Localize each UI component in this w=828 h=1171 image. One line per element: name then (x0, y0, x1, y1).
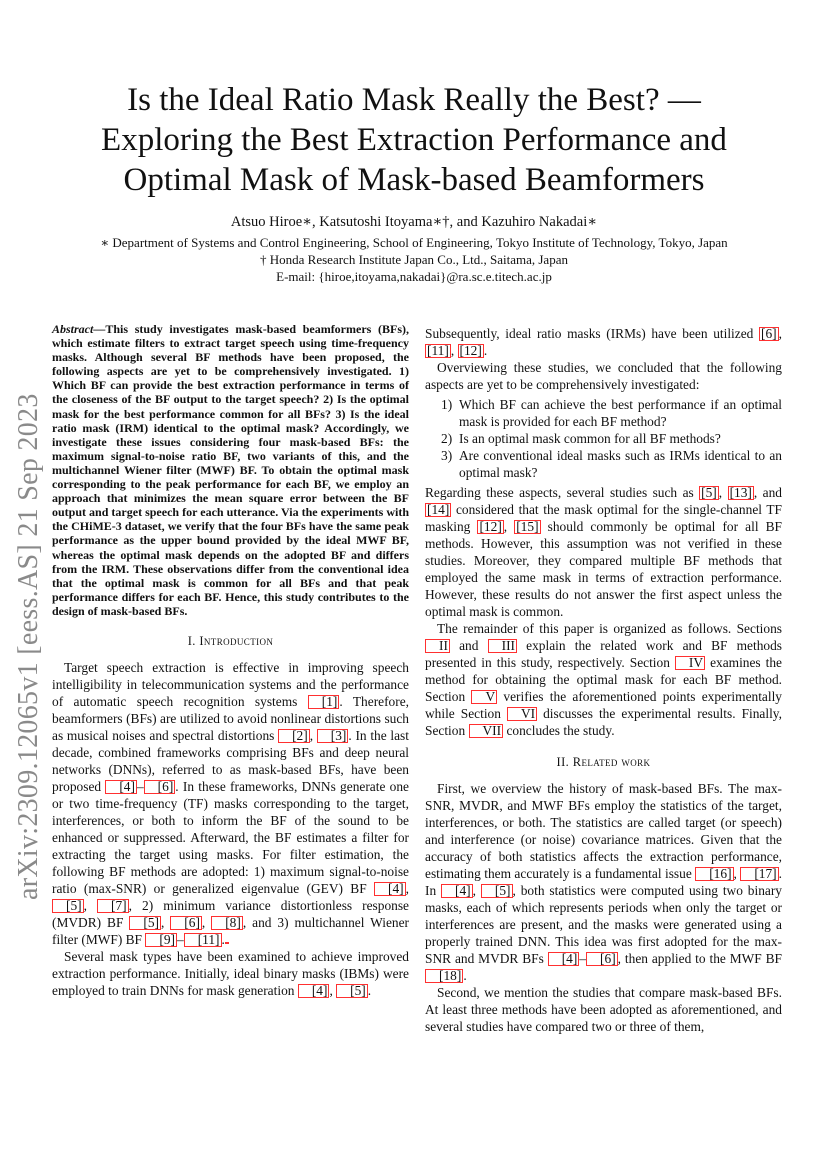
citation-link[interactable]: [9] (145, 933, 177, 947)
section-heading-related-work (425, 754, 782, 771)
citation-link[interactable]: [4] (441, 884, 473, 898)
text-run: , (450, 343, 458, 358)
intro-paragraph-4 (425, 484, 782, 620)
citation-link[interactable]: [3] (317, 729, 349, 743)
citation-link[interactable]: [7] (97, 899, 129, 913)
citation-link[interactable]: [18] (425, 969, 463, 983)
text-run: , and 3) multichannel Wiener filter (MWF) BF (52, 914, 409, 947)
list-item (425, 396, 782, 430)
section-link[interactable]: II (425, 639, 450, 653)
text-run: verifies the aforementioned points experimentally while Section (425, 689, 783, 721)
text-run: , (201, 914, 212, 930)
text-run: , and (753, 485, 782, 500)
citation-link[interactable]: [5] (701, 485, 717, 500)
citation-link[interactable]: [8] (211, 916, 243, 930)
list-number: 2) (441, 431, 453, 446)
section-title: Related work (572, 755, 651, 769)
citation-link[interactable]: [6] (586, 952, 618, 966)
text-run: . (367, 982, 372, 998)
section-heading-introduction (52, 633, 409, 650)
abstract (52, 322, 409, 618)
text-run: Regarding these aspects, several studies such as (425, 485, 700, 500)
list-number: 1) (441, 397, 453, 412)
right-column (425, 325, 782, 1035)
citation-link[interactable]: [11] (427, 343, 449, 358)
text-run: . (221, 931, 225, 947)
section-link[interactable]: IV (675, 656, 705, 670)
text-run: – (136, 778, 144, 794)
citation-link[interactable]: [4] (298, 984, 330, 998)
contact-email: E-mail: {hiroe,itoyama,nakadai}@ra.sc.e.titech.ac.jp (276, 269, 552, 284)
text-run: – (176, 931, 184, 947)
citation-link[interactable]: [5] (129, 916, 161, 930)
citation-link[interactable]: [5] (52, 899, 84, 913)
question-list (425, 396, 782, 481)
text-run: , (83, 897, 98, 913)
section-number: I. (187, 633, 196, 648)
text-run: considered that the mask optimal for the single-channel TF masking (425, 502, 782, 534)
author-list: Atsuo Hiroe∗, Katsutoshi Itoyama∗†, and Kazuhiro Nakadai∗ (230, 214, 598, 230)
text-run: discusses the experimental results. Finally, Section (425, 706, 782, 738)
citation-link[interactable]: [5] (336, 984, 368, 998)
intro-paragraph-2 (52, 948, 409, 999)
citation-link[interactable]: [12] (479, 519, 502, 534)
citation-link[interactable]: [4] (374, 882, 406, 896)
citation-link[interactable]: [17] (740, 867, 778, 881)
text-run: . In these frameworks, DNNs generate one or two time-frequency (TF) masks corresponding to the target, interferences, or both to inform the BF of the sound to be enhanced or suppressed. Afterward, the BF estimates a filter for extracting the target using masks. For filter estimation, the following BF methods are adopted: 1) maximum signal-to-noise ratio (max-SNR) or generalized eigenvalue (GEV) BF (52, 778, 409, 896)
text-run: , (161, 914, 171, 930)
text-run: , (405, 880, 409, 896)
citation-link[interactable]: [6] (170, 916, 202, 930)
list-text: Is an optimal mask common for all BF methods? (459, 431, 721, 446)
text-run: , (503, 519, 515, 534)
text-run: explain the related work and BF methods presented in this study, respectively. Section (425, 638, 783, 670)
text-run: Target speech extraction is effective in improving speech intelligibility in telecommunication systems and the performance of automatic speech recognition systems (52, 659, 409, 709)
list-item (425, 447, 782, 481)
list-text: Are conventional ideal masks such as IRMs identical to an optimal mask? (459, 448, 782, 480)
citation-link[interactable]: [4] (105, 780, 137, 794)
text-run: , (329, 982, 337, 998)
text-run: . In the last decade, combined frameworks comprising BFs and deep neural networks (DNNs), referred to as mask-based BFs, have been proposed (52, 727, 409, 794)
section-number: II. (556, 755, 570, 769)
list-number: 3) (441, 448, 453, 463)
text-run: . (483, 343, 488, 358)
paper-title: Is the Ideal Ratio Mask Really the Best? — Exploring the Best Extraction Performance and Optimal Mask of Mask-based Beamformers (101, 82, 727, 198)
related-paragraph-2: Second, we mention the studies that compare mask-based BFs. At least three methods have been adopted as aforementioned, and several studies have compared two or three of them, (425, 985, 782, 1034)
text-run: concludes the study. (503, 723, 615, 738)
intro-paragraph-1 (52, 659, 409, 948)
affiliation-1: ∗ Department of Systems and Control Engineering, School of Engineering, Tokyo Institute of Technology, Tokyo, Japan (100, 235, 728, 250)
list-text: Which BF can achieve the best performance if an optimal mask is provided for each BF method? (459, 397, 782, 429)
citation-link[interactable]: [12] (459, 343, 482, 358)
citation-link[interactable]: [15] (516, 519, 539, 534)
section-link[interactable]: V (471, 690, 497, 704)
citation-link[interactable]: [1] (308, 695, 340, 709)
citation-link[interactable]: [14] (427, 502, 450, 517)
related-paragraph-1 (425, 780, 782, 984)
citation-link[interactable]: [2] (278, 729, 310, 743)
text-run: , (309, 727, 317, 743)
text-run: , (718, 485, 728, 500)
text-run: Subsequently, ideal ratio masks (IRMs) have been utilized (425, 326, 760, 341)
citation-link[interactable]: [4] (548, 952, 580, 966)
text-run: and (449, 638, 488, 653)
citation-link[interactable]: [6] (761, 326, 777, 341)
citation-link[interactable]: [6] (144, 780, 176, 794)
text-run: The remainder of this paper is organized as follows. Sections (437, 621, 782, 636)
citation-link[interactable]: [5] (481, 884, 513, 898)
arxiv-sidebar (0, 0, 60, 1171)
text-run: , (733, 866, 741, 881)
text-run: should commonly be optimal for all BF methods. However, this assumption was not verified in these studies. Moreover, they compared multiple BF methods that employed the same mask in terms of extraction performance. However, these results do not answer the first aspect unless the optimal mask is common. (425, 519, 782, 619)
affiliation-2: † Honda Research Institute Japan Co., Ltd., Saitama, Japan (260, 252, 568, 267)
intro-paragraph-5 (425, 620, 782, 739)
text-run: , (472, 883, 481, 898)
intro-paragraph-2-continued (425, 325, 782, 359)
citation-link[interactable]: [16] (695, 867, 733, 881)
section-link[interactable]: III (488, 639, 517, 653)
citation-link[interactable]: [11] (184, 933, 222, 947)
text-run: . (463, 968, 467, 983)
citation-link[interactable]: [13] (729, 485, 752, 500)
abstract-label: Abstract — (52, 322, 105, 336)
text-run: . Therefore, beamformers (BFs) are utilized to avoid nonlinear distortions such as musical noises and spectral distortions (52, 693, 409, 743)
intro-paragraph-3: Overviewing these studies, we concluded that the following aspects are yet to be comprehensively investigated: (425, 360, 782, 392)
text-run: examines the method for obtaining the optimal mask for each BF method. Section (425, 655, 782, 704)
left-column (52, 322, 409, 999)
text-run: Several mask types have been examined to achieve improved extraction performance. Initially, ideal binary masks (IBMs) were employed to train DNNs for mask generation (52, 948, 409, 998)
text-run: , both statistics were computed using two binary masks, each of which represents periods when only the target or interferences are present, and the masks were generated using a properly trained DNN. This idea was first adopted for the max-SNR and MVDR BFs (425, 883, 782, 966)
text-run: First, we overview the history of mask-based BFs. The max-SNR, MVDR, and MWF BFs employ the statistics of the target, interferences, or both. The statistics are called target (or speech) and interference (or noise) covariance matrices. Given that the accuracy of both statistics affects the extraction performance, estimating them accurately is a fundamental issue (425, 781, 782, 881)
text-run: . In (425, 866, 782, 898)
section-link[interactable]: VI (507, 707, 537, 721)
citation-link[interactable] (225, 942, 229, 944)
list-item (425, 430, 782, 447)
text-run: , (778, 326, 782, 341)
arxiv-identifier: arXiv:2309.12065v1 [eess.AS] 21 Sep 2023 (13, 393, 44, 900)
text-run: – (579, 951, 587, 966)
section-title: Introduction (199, 633, 274, 648)
abstract-text: This study investigates mask-based beamformers (BFs), which estimate filters to extract target speech using time-frequency masks. Although several BF methods have been proposed, the following aspects are yet to be comprehensively investigated. 1) Which BF can provide the best extraction performance in terms of the closeness of the BF output to the target speech? 2) Is the optimal mask for the best performance common for all BFs? 3) Is the ideal ratio mask (IRM) identical to the optimal mask? Accordingly, we investigate these issues considering four mask-based BFs: the maximum signal-to-noise ratio BF, two variants of this, and the multichannel Wiener filter (MWF) BF. To obtain the optimal mask corresponding to the peak performance for each BF, we employ an approach that minimizes the mean square error between the BF output and target speech for each utterance. Via the experiments with the CHiME-3 dataset, we verify that the four BFs have the same peak performance as the upper bound provided by the ideal MWF BF, whereas the optimal mask depends on the adopted BF and differs from the IRM. These observations differ from the conventional idea that the optimal mask is common for all BFs and that peak performance differs for each BF. Hence, this study contributes to the design of mask-based BFs. (52, 322, 409, 618)
section-link[interactable]: VII (469, 724, 504, 738)
text-run: , 2) minimum variance distortionless response (MVDR) BF (52, 897, 410, 930)
text-run: , then applied to the MWF BF (617, 951, 782, 966)
